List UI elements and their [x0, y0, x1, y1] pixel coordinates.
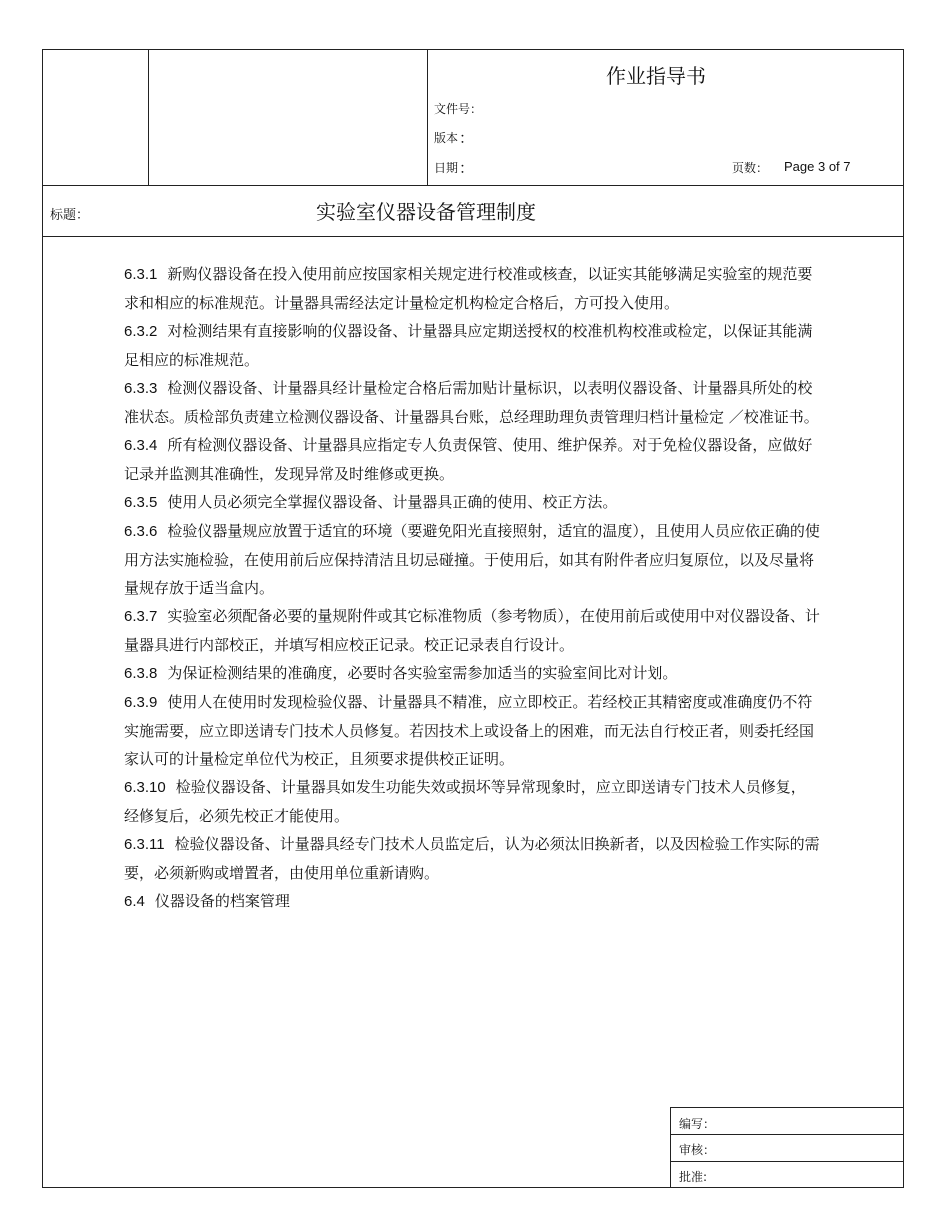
clause-number: 6.3.11: [124, 836, 165, 853]
clause-number: 6.3.4: [124, 437, 158, 454]
paragraph: [124, 773, 820, 830]
header-bottom-rule: [42, 185, 904, 186]
clause-number: 6.3.1: [124, 266, 158, 283]
doc-title: 作业指导书: [606, 64, 706, 88]
paragraph: [124, 260, 820, 317]
clause-text: 所有检测仪器设备、计量器具应指定专人负责保管、使用、维护保养。对于免检仪器设备，应做好记录并监测其准确性，发现异常及时维修或更换。: [124, 436, 813, 483]
clause-text: 检验仪器设备、计量器具经专门技术人员监定后，认为必须汰旧换新者，以及因检验工作实际的需要，必须新购或增置者，由使用单位重新请购。: [124, 835, 820, 882]
page-label: 页数：: [732, 161, 769, 175]
version-colon: ：: [459, 129, 475, 147]
paragraph: [124, 431, 820, 488]
clause-number: 6.3.7: [124, 608, 158, 625]
date-label: 日期: [434, 161, 459, 175]
clause-text: 对检测结果有直接影响的仪器设备、计量器具应定期送授权的校准机构校准或检定，以保证其能满足相应的标准规范。: [124, 322, 813, 369]
clause-number: 6.3.2: [124, 323, 158, 340]
clause-text: 检验仪器量规应放置于适宜的环境（要避免阳光直接照射，适宜的温度），且使用人员应依正确的使用方法实施检验，在使用前后应保持清洁且切忌碰撞。于使用后，如其有附件者应归复原位，以及尽量将量规存放于适当盒内。: [124, 522, 820, 597]
clause-text: 检验仪器设备、计量器具如发生功能失效或损坏等异常现象时，应立即送请专门技术人员修复，经修复后，必须先校正才能使用。: [124, 778, 806, 825]
date-colon: ：: [459, 159, 475, 177]
header-divider-1: [148, 49, 149, 185]
clause-text: 实验室必须配备必要的量规附件或其它标准物质（参考物质），在使用前后或使用中对仪器设备、计量器具进行内部校正，并填写相应校正记录。校正记录表自行设计。: [124, 607, 820, 654]
paragraph: [124, 517, 820, 602]
clause-text: 使用人在使用时发现检验仪器、计量器具不精准，应立即校正。若经校正其精密度或准确度仍不符实施需要，应立即送请专门技术人员修复。若因技术上或设备上的困难，而无法自行校正者，则委托经国家认可的计量检定单位代为校正，且须要求提供校正证明。: [124, 693, 815, 768]
signoff-rule-1: [670, 1134, 904, 1135]
paragraph: [124, 488, 820, 517]
clause-text: 仪器设备的档案管理: [154, 892, 290, 910]
compiled-by-label: 编写：: [679, 1117, 716, 1131]
clause-text: 使用人员必须完全掌握仪器设备、计量器具正确的使用、校正方法。: [167, 493, 618, 511]
version-label: 版本: [434, 131, 459, 145]
clause-number: 6.3.3: [124, 380, 158, 397]
paragraph: [124, 887, 820, 916]
clause-number: 6.3.5: [124, 494, 158, 511]
paragraph: [124, 317, 820, 374]
clause-number: 6.4: [124, 893, 145, 910]
paragraph: [124, 602, 820, 659]
document-title: 实验室仪器设备管理制度: [316, 200, 536, 224]
paragraph: [124, 659, 820, 688]
approved-by-label: 批准:: [679, 1170, 708, 1184]
page-number: Page 3 of 7: [784, 159, 851, 174]
signoff-top-rule: [670, 1107, 904, 1108]
paragraph: [124, 830, 820, 887]
paragraph: [124, 374, 820, 431]
clause-number: 6.3.8: [124, 665, 158, 682]
title-bottom-rule: [42, 236, 904, 237]
clause-text: 检测仪器设备、计量器具经计量检定合格后需加贴计量标识，以表明仪器设备、计量器具所处的校准状态。质检部负责建立检测仪器设备、计量器具台账，总经理助理负责管理归档计量检定 ／校准证书。: [124, 379, 819, 426]
file-no-label: 文件号：: [434, 102, 483, 116]
title-label: 标题：: [50, 208, 90, 223]
clause-number: 6.3.6: [124, 523, 158, 540]
clause-text: 新购仪器设备在投入使用前应按国家相关规定进行校准或核查，以证实其能够满足实验室的规范要求和相应的标准规范。计量器具需经法定计量检定机构检定合格后，方可投入使用。: [124, 265, 813, 312]
clause-number: 6.3.9: [124, 694, 158, 711]
signoff-left-rule: [670, 1107, 671, 1188]
clause-text: 为保证检测结果的准确度，必要时各实验室需参加适当的实验室间比对计划。: [167, 664, 678, 682]
body-text: [124, 260, 820, 916]
header-divider-2: [427, 49, 428, 185]
clause-number: 6.3.10: [124, 779, 166, 796]
paragraph: [124, 688, 820, 773]
signoff-rule-2: [670, 1161, 904, 1162]
reviewed-by-label: 审核：: [679, 1143, 716, 1157]
